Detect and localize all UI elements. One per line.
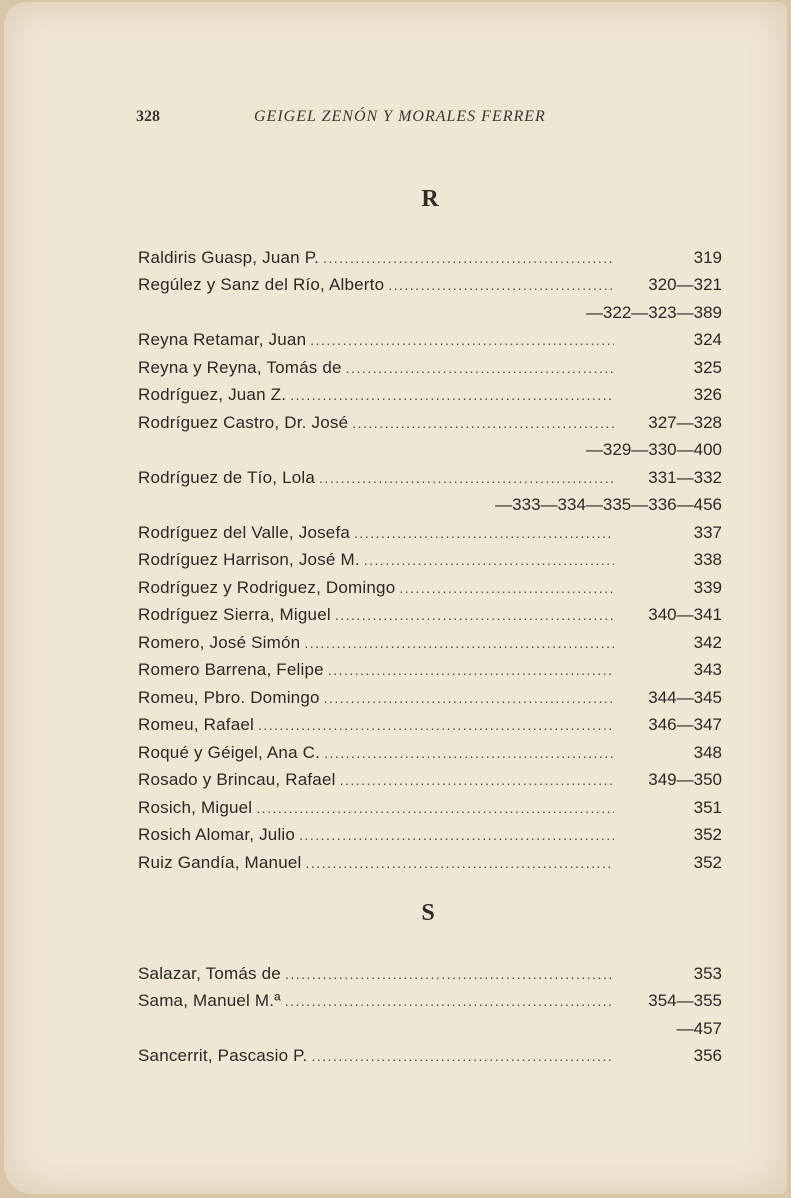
section-letter-r: R	[421, 186, 439, 212]
index-list-r	[138, 240, 722, 873]
index-entry	[138, 240, 722, 268]
leader-dots	[388, 275, 614, 295]
index-entry	[138, 708, 722, 736]
entry-name: Rodríguez de Tío, Lola	[138, 467, 316, 487]
entry-name: Rodríguez Sierra, Miguel	[138, 605, 331, 624]
entry-name: Sancerrit, Pascasio P.	[138, 1046, 308, 1065]
entry-name: Rosich, Miguel	[138, 797, 253, 817]
leader-dots	[323, 248, 614, 268]
entry-name: Roqué y Géigel, Ana C.	[138, 742, 321, 762]
entry-pages: 349—350	[648, 770, 722, 789]
entry-pages: 325	[693, 357, 722, 377]
index-entry	[138, 350, 722, 378]
entry-pages: 351	[693, 797, 722, 817]
entry-pages: —329—330—400	[585, 440, 722, 459]
entry-pages: 331—332	[648, 467, 722, 487]
leader-dots	[311, 1046, 614, 1066]
leader-dots	[346, 358, 614, 378]
entry-pages: 342	[693, 632, 722, 652]
index-entry-continuation	[138, 1011, 722, 1039]
leader-dots	[340, 770, 614, 790]
index-entry	[138, 763, 722, 791]
entry-pages: 352	[693, 852, 722, 872]
leader-dots	[324, 743, 614, 763]
book-page	[4, 2, 787, 1194]
entry-name: Raldiris Guasp, Juan P.	[138, 247, 319, 267]
entry-name: Rodríguez del Valle, Josefa	[138, 522, 351, 542]
running-title: GEIGEL ZENÓN Y MORALES FERRER	[254, 108, 546, 125]
entry-name: Rodríguez Harrison, José M.	[138, 550, 360, 569]
entry-name: Rodríguez y Rodriguez, Domingo	[138, 577, 396, 597]
leader-dots	[335, 605, 614, 625]
leader-dots	[364, 550, 614, 570]
leader-dots	[285, 964, 614, 984]
entry-pages: 346—347	[648, 715, 722, 734]
entry-name: Salazar, Tomás de	[138, 963, 281, 983]
index-entry	[138, 790, 722, 818]
entry-name: Reyna Retamar, Juan	[138, 330, 307, 349]
index-entry	[138, 735, 722, 763]
entry-pages: 340—341	[648, 605, 722, 624]
page-number: 328	[136, 108, 160, 125]
entry-pages: 337	[693, 522, 722, 542]
entry-name: Romeu, Pbro. Domingo	[138, 687, 320, 707]
entry-pages: 343	[693, 660, 722, 679]
entry-pages: 348	[693, 742, 722, 762]
leader-dots	[319, 468, 614, 488]
entry-name: Reyna y Reyna, Tomás de	[138, 357, 342, 377]
entry-pages: 327—328	[648, 412, 722, 432]
entry-name: Romeu, Rafael	[138, 715, 254, 734]
leader-dots	[258, 715, 614, 735]
index-entry	[138, 984, 722, 1012]
leader-dots	[256, 798, 614, 818]
entry-name: Rodríguez Castro, Dr. José	[138, 412, 349, 432]
index-entry	[138, 1039, 722, 1067]
index-entry-continuation	[138, 433, 722, 461]
index-entry	[138, 323, 722, 351]
index-entry	[138, 268, 722, 296]
index-entry-continuation	[138, 488, 722, 516]
index-entry	[138, 543, 722, 571]
entry-name: Romero Barrena, Felipe	[138, 660, 324, 679]
entry-pages: 352	[693, 825, 722, 844]
leader-dots	[352, 413, 614, 433]
entry-pages: —457	[676, 1018, 722, 1038]
entry-pages: 356	[693, 1046, 722, 1065]
index-entry	[138, 378, 722, 406]
leader-dots	[310, 330, 614, 350]
index-entry	[138, 818, 722, 846]
entry-pages: 324	[693, 330, 722, 349]
section-letter-s: S	[421, 900, 435, 926]
leader-dots	[285, 991, 614, 1011]
running-header	[136, 106, 606, 134]
entry-name: Romero, José Simón	[138, 632, 301, 652]
leader-dots	[304, 633, 614, 653]
index-entry	[138, 598, 722, 626]
entry-name: Sama, Manuel M.ª	[138, 991, 281, 1010]
leader-dots	[399, 578, 614, 598]
entry-pages: 344—345	[648, 687, 722, 707]
leader-dots	[328, 660, 614, 680]
leader-dots	[290, 385, 614, 405]
index-entry	[138, 653, 722, 681]
entry-pages: 326	[693, 385, 722, 404]
entry-pages: 354—355	[648, 991, 722, 1010]
leader-dots	[306, 853, 615, 873]
entry-pages: 338	[693, 550, 722, 569]
leader-dots	[324, 688, 614, 708]
leader-dots	[354, 523, 614, 543]
index-list-s	[138, 956, 722, 1066]
index-entry-continuation	[138, 295, 722, 323]
entry-name: Rodríguez, Juan Z.	[138, 385, 287, 404]
index-entry	[138, 680, 722, 708]
index-entry	[138, 515, 722, 543]
entry-name: Regúlez y Sanz del Río, Alberto	[138, 275, 385, 294]
entry-pages: —322—323—389	[585, 302, 722, 322]
entry-pages: 320—321	[648, 275, 722, 294]
index-entry	[138, 625, 722, 653]
entry-name: Rosado y Brincau, Rafael	[138, 770, 336, 789]
index-entry	[138, 570, 722, 598]
index-entry	[138, 956, 722, 984]
index-entry	[138, 460, 722, 488]
entry-name: Ruiz Gandía, Manuel	[138, 852, 302, 872]
entry-pages: 339	[693, 577, 722, 597]
entry-pages: 353	[693, 963, 722, 983]
entry-name: Rosich Alomar, Julio	[138, 825, 296, 844]
entry-pages: 319	[693, 247, 722, 267]
index-entry	[138, 405, 722, 433]
index-entry	[138, 845, 722, 873]
leader-dots	[299, 825, 614, 845]
entry-pages: —333—334—335—336—456	[495, 495, 722, 514]
